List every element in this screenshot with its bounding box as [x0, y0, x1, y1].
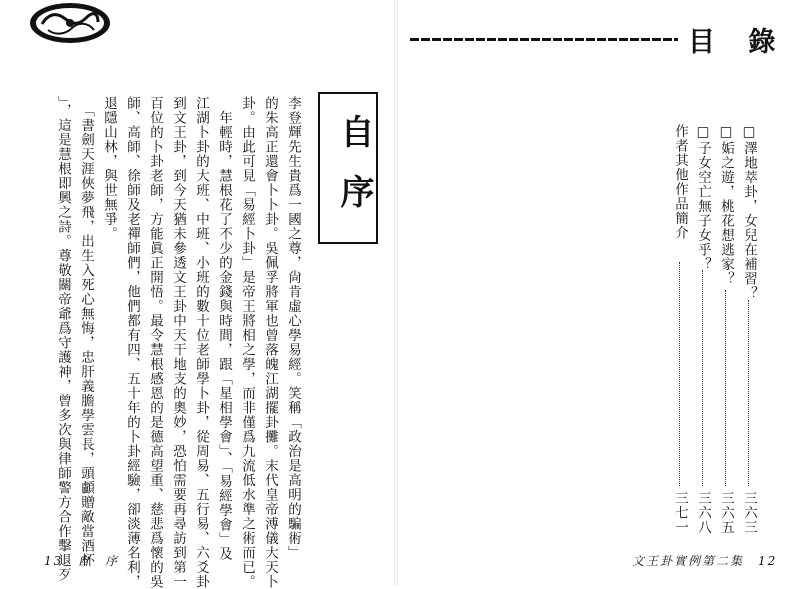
body-column: 百位的卜卦老師，方能眞正開悟。最令慧根感恩的是德高望重、慈悲爲懷的吳 [147, 96, 163, 589]
right-page [396, 0, 793, 586]
body-column: 」，這是慧根即興之詩。尊敬關帝爺爲守護神，曾多次與律師警方合作擊退歹 [55, 96, 71, 583]
title-box [318, 92, 378, 244]
toc-leader [702, 270, 703, 486]
toc-item-title: □子女空亡無子女乎？ [695, 124, 711, 272]
toc-item-title: □澤地萃卦，女兒在補習？ [741, 124, 757, 301]
body-column: 退隱山林，與世無爭。 [101, 96, 117, 241]
toc-heading: 目 錄 [688, 27, 788, 58]
body-column: 年輕時，慧根花了不少的金錢與時間，跟「星相學會」、「易經學會」及 [216, 96, 232, 561]
body-column: 江湖卜卦的大班、中班、小班的數十位老師學卜卦，從周易、五行易、六爻卦 [193, 96, 209, 589]
body-column: 師、高師、徐師及老禪師們，他們都有四、五十年的卜卦經驗，卻淡薄名利， [124, 96, 140, 589]
toc-item-page: 三六三 [741, 490, 757, 534]
body-column: 卦。由此可見「易經卜卦」是帝王將相之學，而非僅爲九流低水準之術而已。 [239, 96, 255, 589]
body-column: 「書劍天涯俠夢飛，出生入死心無悔，忠肝義膽學雲長，頭顱贈敵當酒杯 [78, 96, 94, 568]
toc-leader [725, 290, 726, 486]
right-footer: 文王卦實例第二集 12 [632, 554, 778, 568]
body-column: 的朱高正還會卜卜卦。吳佩孚將軍也曾落魄江湖擺卦攤。末代皇帝溥儀大天卜 [262, 96, 278, 589]
toc-item-title: 作者其他作品簡介 [672, 124, 688, 240]
toc-leader [679, 262, 680, 486]
body-column: 李登輝先生貴爲一國之尊，尙肯虛心學易經。笑稱「政治是高明的騙術」 [285, 96, 301, 560]
toc-item-page: 三六八 [695, 490, 711, 534]
toc-item-title: □姤之遊，桃花想逃家？ [718, 124, 734, 286]
toc-leader [748, 300, 749, 486]
page-title: 自序 [334, 114, 374, 234]
toc-item-page: 三六五 [718, 490, 734, 534]
toc-item-page: 三七一 [672, 490, 688, 534]
dragon-ornament-icon [24, 2, 116, 48]
heading-rule [410, 38, 678, 41]
body-column: 到文王卦，到今天猶未參透文王卦中天干地支的奧妙，恐怕需要再尋訪到第一 [170, 96, 186, 589]
left-footer: 13 自 序 [44, 554, 120, 568]
left-page [0, 0, 396, 589]
